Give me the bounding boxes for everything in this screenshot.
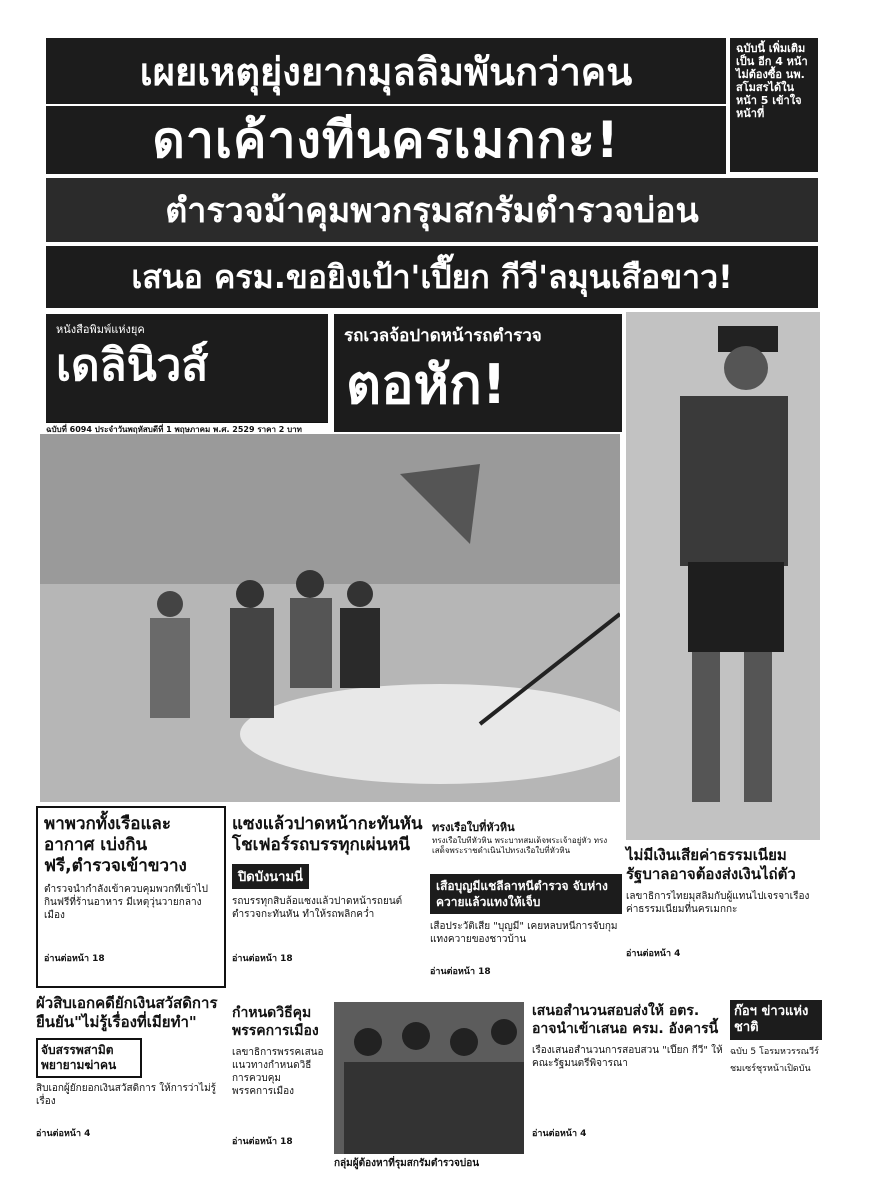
story-right2-body: เรื่องเสนอสำนวนการสอบสวน "เปี๊ยก กีวี" ให้คณะรัฐมนตรีพิจารณา bbox=[532, 1045, 723, 1069]
masthead bbox=[46, 314, 328, 422]
story-bulletin-headline: เสือบุญมีแชลีลาหนีตำรวจ จับห่างควายแล้วแทงให้เจ็บ bbox=[430, 874, 622, 914]
story-middle2 bbox=[232, 1004, 328, 1172]
person-4 bbox=[157, 591, 183, 617]
photo-caption-title: ทรงเรือใบที่หัวหิน bbox=[432, 821, 515, 834]
story-left1-cont: อ่านต่อหน้า 18 bbox=[44, 954, 105, 964]
story-bulletin-cont: อ่านต่อหน้า 18 bbox=[430, 967, 491, 977]
story-left1-body: ตำรวจนำกำลังเข้าควบคุมพวกที่เข้าไปกินฟรีที่ร้านอาหาร มีเหตุวุ่นวายกลางเมือง bbox=[44, 884, 208, 921]
story-middle1-cont: อ่านต่อหน้า 18 bbox=[232, 954, 293, 964]
boat-photo-svg bbox=[40, 434, 620, 802]
headline-line1: เผยเหตุยุ่งยากมุลลิมพันกว่าคน bbox=[46, 38, 726, 104]
story-right2-cont: อ่านต่อหน้า 4 bbox=[532, 1129, 587, 1139]
masthead-tagline: หนังสือพิมพ์แห่งยุค bbox=[56, 323, 145, 336]
story-right2-headline: เสนอสำนวนสอบส่งให้ อตร. อาจนำเข้าเสนอ ครม. อังคารนี้ bbox=[532, 1003, 719, 1037]
man-head bbox=[724, 346, 768, 390]
headline-line4: เสนอ ครม.ขอยิงเป้า'เปี๊ยก กีวี'ลมุนเสือขาว! bbox=[46, 246, 818, 308]
story-left2-boxlabel: จับสรรพสามิต พยายามฆ่าคน bbox=[36, 1038, 142, 1078]
person-1 bbox=[236, 580, 264, 608]
suspects-caption: กลุ่มผู้ต้องหาที่รุมสกรัมตำรวจบ่อน bbox=[334, 1158, 480, 1169]
person-2-body bbox=[290, 598, 332, 688]
story-middle2-body: เลขาธิการพรรคเสนอแนวทางกำหนดวิธีการควบคุมพรรคการเมือง bbox=[232, 1047, 324, 1097]
story-left2-body: สิบเอกผู้ยักยอกเงินสวัสดิการ ให้การว่าไม่รู้เรื่อง bbox=[36, 1083, 217, 1107]
photo-caption-block bbox=[432, 818, 620, 872]
man-shirt bbox=[680, 396, 788, 566]
suspects-photo bbox=[334, 1002, 524, 1154]
person-3 bbox=[347, 581, 373, 607]
story-left2-headline: ผัวสิบเอกคดียักเงินสวัสดิการ ยืนยัน"ไม่รู้เรื่องที่เมียทำ" bbox=[36, 994, 218, 1031]
index-title: ก๊อฯ ข่าวแห่งชาติ bbox=[730, 1000, 822, 1040]
masthead-logo: เดลินิวส์ bbox=[56, 340, 209, 391]
story-left2 bbox=[36, 994, 228, 1170]
man-leg-right bbox=[744, 652, 772, 802]
story-middle1-body: รถบรรทุกสิบล้อแซงแล้วปาดหน้ารถยนต์ตำรวจกะทันหัน ทำให้รถพลิกคว่ำ bbox=[232, 896, 403, 920]
police-box bbox=[334, 314, 622, 432]
story-right1 bbox=[626, 846, 820, 996]
headline-line3: ตำรวจม้าคุมพวกรุมสกรัมตำรวจบ่อน bbox=[46, 178, 818, 242]
person-1-body bbox=[230, 608, 274, 718]
standing-man-photo bbox=[626, 312, 820, 840]
boat-photo bbox=[40, 434, 620, 802]
suspect-4 bbox=[491, 1019, 517, 1045]
story-middle2-cont: อ่านต่อหน้า 18 bbox=[232, 1137, 293, 1147]
story-left1 bbox=[36, 806, 226, 988]
suspect-3 bbox=[450, 1028, 478, 1056]
story-middle1-boxlabel: ปิดบังนามนี่ bbox=[232, 864, 309, 889]
issue-line: ฉบับที่ 6094 ประจำวันพฤหัสบดีที่ 1 พฤษภาคม พ.ศ. 2529 ราคา 2 บาท bbox=[46, 422, 328, 437]
story-left2-cont: อ่านต่อหน้า 4 bbox=[36, 1129, 91, 1139]
person-3-body bbox=[340, 608, 380, 688]
suspects-bodies bbox=[344, 1062, 524, 1154]
suspect-2 bbox=[402, 1022, 430, 1050]
police-headline: ตอหัก! bbox=[346, 353, 507, 416]
sky-area bbox=[40, 434, 620, 584]
topright-box: ฉบับนี้ เพิ่มเติมเป็น อีก 4 หน้า ไม่ต้องซื้อ นพ. สโมสรได้ใน หน้า 5 เข้าใจหน้าที่ bbox=[730, 38, 818, 172]
police-kicker: รถเวลจ้อปาดหน้ารถตำรวจ bbox=[344, 326, 542, 346]
person-4-body bbox=[150, 618, 190, 718]
person-2 bbox=[296, 570, 324, 598]
index-box bbox=[730, 1000, 822, 1172]
story-right1-cont: อ่านต่อหน้า 4 bbox=[626, 949, 681, 959]
story-middle1-headline: แซงแล้วปาดหน้ากะทันหัน โชเฟอร์รถบรรทุกเผ่นหนี bbox=[232, 814, 423, 855]
story-left1-headline: พาพวกทั้งเรือและอากาศ เบ่งกินฟรี,ตำรวจเข้าขวาง bbox=[44, 814, 187, 876]
suspect-1 bbox=[354, 1028, 382, 1056]
suspects-photo-svg bbox=[334, 1002, 524, 1154]
headline-line2: ดาเค้างทีนครเมกกะ! bbox=[46, 106, 726, 174]
story-bulletin bbox=[430, 874, 622, 998]
index-item2: ชมเซร์ชุรหน้าเปิดบัน bbox=[730, 1064, 811, 1074]
man-leg-left bbox=[692, 652, 720, 802]
man-shorts bbox=[688, 562, 784, 652]
story-bulletin-body: เสือประวัติเสีย "บุญมี" เคยหลบหนีการจับกุม แทงควายของชาวบ้าน bbox=[430, 921, 618, 945]
story-middle1 bbox=[232, 814, 428, 994]
story-right2 bbox=[532, 1002, 724, 1172]
story-right1-headline: ไม่มีเงินเสียค่าธรรมเนียม รัฐบาลอาจต้องส่งเงินไถ่ตัว bbox=[626, 846, 796, 883]
index-item1: ฉบับ 5 โอรมหวรรณวีร์ bbox=[730, 1047, 819, 1057]
story-middle2-headline: กำหนดวิธีคุม พรรคการเมือง bbox=[232, 1005, 319, 1039]
standing-man-svg bbox=[626, 312, 820, 840]
story-right1-body: เลขาธิการไทยมุสลิมกับผู้แทนไปเจรจาเรื่องค่าธรรมเนียมที่นครเมกกะ bbox=[626, 891, 810, 915]
photo-caption-text: ทรงเรือใบที่หัวหิน พระบาทสมเด็จพระเจ้าอยู่หัว ทรงเสด็จพระราชดำเนินไปทรงเรือใบที่หัวหิน bbox=[432, 836, 608, 855]
